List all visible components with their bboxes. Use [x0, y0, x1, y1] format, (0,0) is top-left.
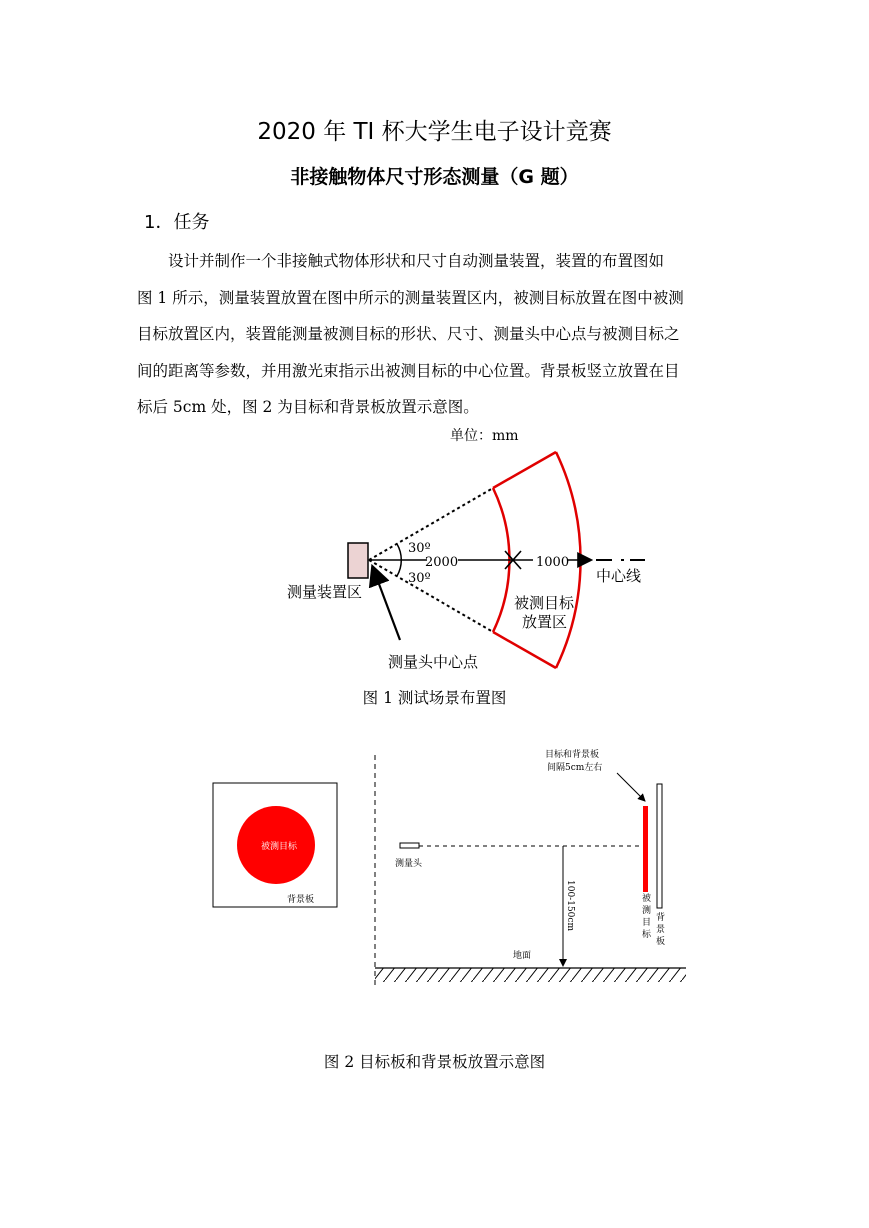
- target-circle-label: 被测目标: [261, 842, 298, 852]
- section-heading: 1．任务: [144, 212, 210, 233]
- gap-pointer-arrow: [617, 773, 645, 801]
- gap-label-line2: 间隔5cm左右: [547, 763, 603, 773]
- centerline-label: 中心线: [596, 567, 642, 585]
- distance-far-label: 1000: [536, 555, 570, 570]
- measuring-head-block: [400, 843, 419, 848]
- background-board-side: [657, 784, 662, 908]
- paragraph-line: 间的距离等参数，并用激光束指示出被测目标的中心位置。背景板竖立放置在目: [137, 361, 680, 380]
- figure-1-caption: 图 1 测试场景布置图: [362, 689, 507, 707]
- ground-hatching: [375, 968, 686, 982]
- gap-label-line1: 目标和背景板: [545, 750, 600, 760]
- target-zone-label-line2: 放置区: [522, 613, 568, 631]
- paragraph-line: 图 1 所示，测量装置放置在图中所示的测量装置区内，被测目标放置在图中被测: [137, 288, 684, 307]
- target-bar: [643, 806, 648, 892]
- distance-near-label: 2000: [425, 555, 459, 570]
- ground-label: 地面: [513, 951, 532, 961]
- unit-label: 单位：mm: [450, 428, 519, 444]
- target-vertical-char: 被: [642, 894, 652, 904]
- device-zone-label: 测量装置区: [287, 583, 363, 601]
- problem-subtitle: 非接触物体尺寸形态测量（G 题）: [290, 166, 579, 188]
- target-vertical-char: 目: [642, 918, 652, 928]
- target-vertical-char: 测: [642, 906, 652, 916]
- target-zone-label-line1: 被测目标: [514, 594, 575, 612]
- angle-top-label: 30º: [408, 541, 431, 556]
- paragraph-line: 目标放置区内，装置能测量被测目标的形状、尺寸、测量头中心点与被测目标之: [137, 325, 680, 343]
- board-vertical-char: 板: [656, 937, 666, 947]
- target-vertical-char: 标: [642, 930, 652, 940]
- paragraph-line: 设计并制作一个非接触式物体形状和尺寸自动测量装置，装置的布置图如: [168, 252, 665, 270]
- measuring-head-label: 测量头: [395, 859, 423, 869]
- angle-bottom-label: 30º: [408, 571, 431, 586]
- board-vertical-char: 背: [656, 913, 666, 923]
- figure-2-caption: 图 2 目标板和背景板放置示意图: [323, 1053, 546, 1071]
- height-label: 100-150cm: [565, 880, 575, 931]
- board-vertical-char: 景: [656, 925, 666, 935]
- paragraph-line: 标后 5cm 处，图 2 为目标和背景板放置示意图。: [137, 398, 479, 416]
- page-title: 2020 年 TI 杯大学生电子设计竞赛: [257, 119, 612, 145]
- background-board-label: 背景板: [287, 895, 315, 905]
- head-center-label: 测量头中心点: [388, 653, 479, 671]
